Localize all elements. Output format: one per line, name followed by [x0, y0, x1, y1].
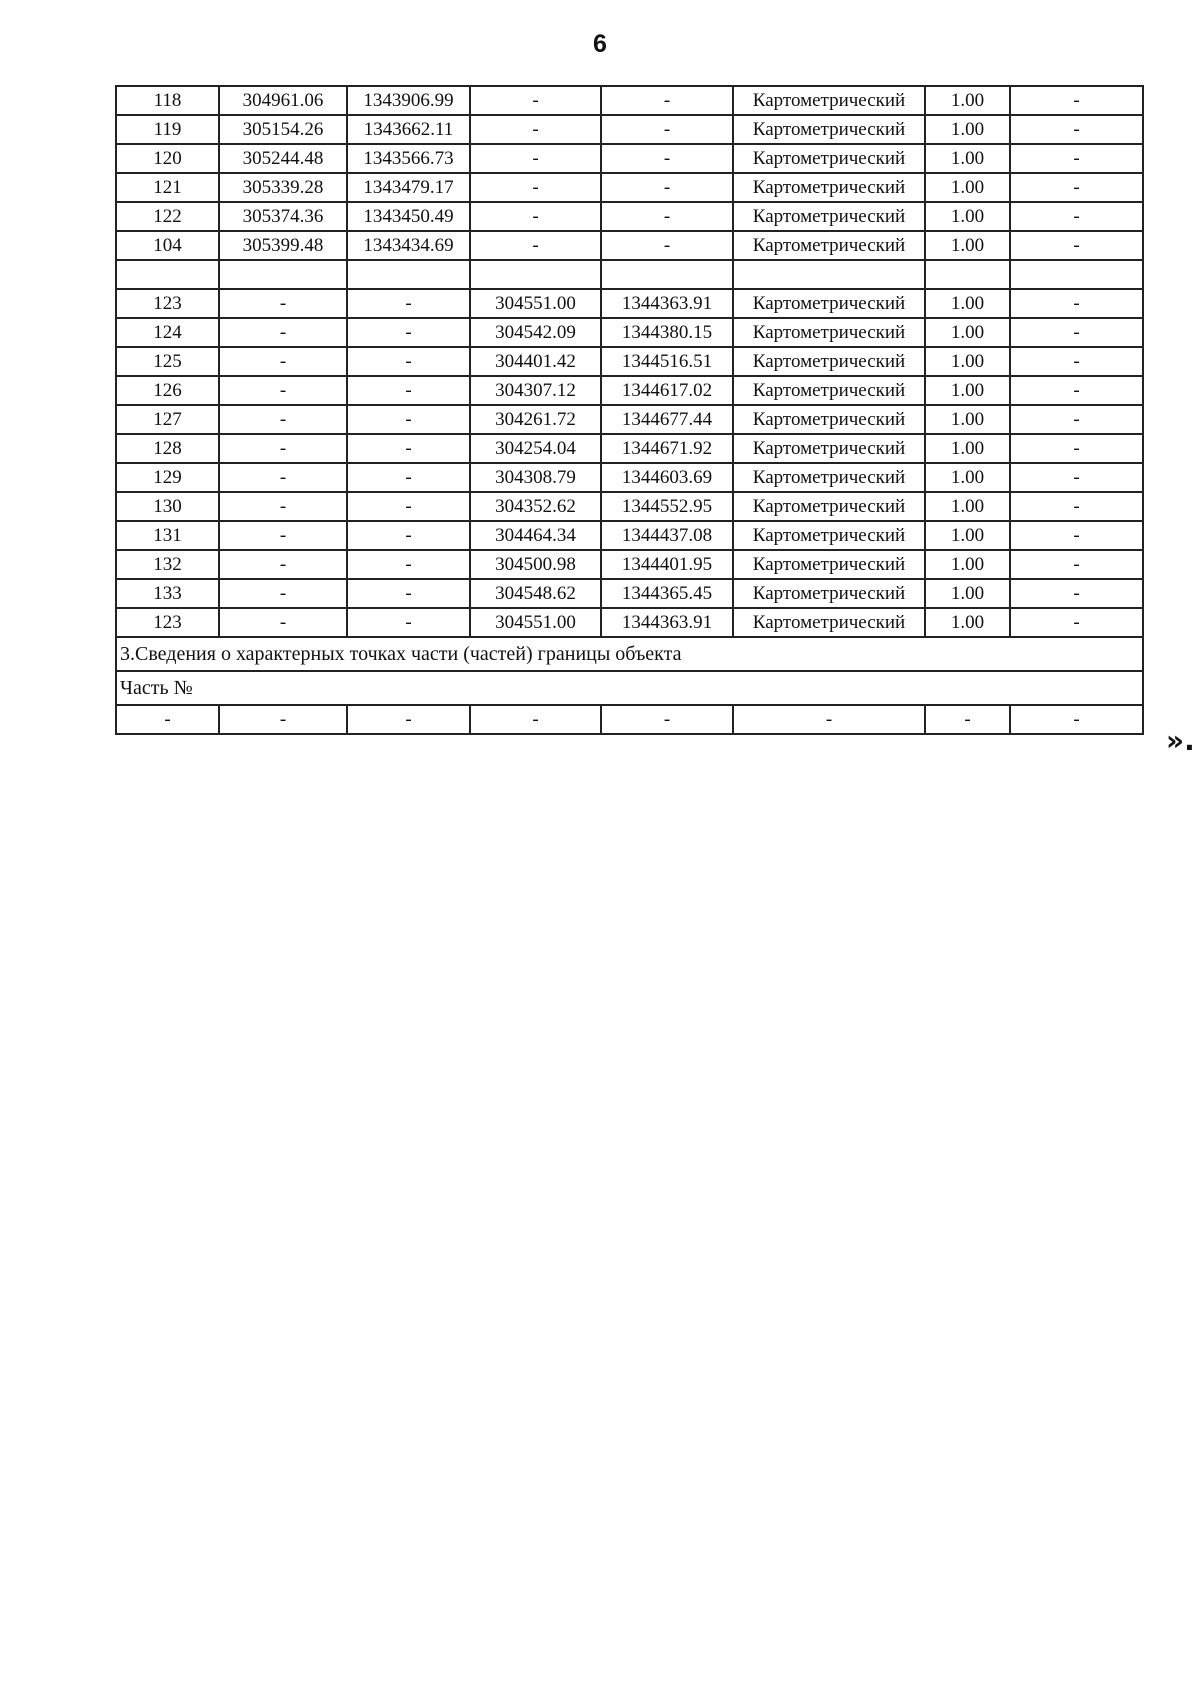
table-cell: 304261.72: [470, 405, 601, 434]
table-cell: 1.00: [925, 434, 1010, 463]
table-cell: -: [1010, 463, 1143, 492]
table-row: [116, 434, 1143, 463]
table-cell: -: [601, 202, 733, 231]
table-cell: Картометрический: [733, 550, 925, 579]
table-cell: 1.00: [925, 347, 1010, 376]
table-cell: -: [1010, 318, 1143, 347]
table-cell-empty: [116, 260, 219, 289]
table-cell: -: [347, 463, 470, 492]
table-cell: -: [219, 608, 347, 637]
table-cell: 305244.48: [219, 144, 347, 173]
table-cell: -: [1010, 376, 1143, 405]
table-cell: -: [347, 579, 470, 608]
table-cell: -: [1010, 705, 1143, 734]
table-cell: 1.00: [925, 579, 1010, 608]
table-cell: 1.00: [925, 289, 1010, 318]
table-cell: 1.00: [925, 202, 1010, 231]
table-cell: 1.00: [925, 521, 1010, 550]
table-row-placeholder: [116, 705, 1143, 734]
table-cell: 124: [116, 318, 219, 347]
table-cell-empty: [925, 260, 1010, 289]
table-cell: 119: [116, 115, 219, 144]
table-cell: -: [1010, 173, 1143, 202]
table-row: [116, 318, 1143, 347]
table-cell: 1343566.73: [347, 144, 470, 173]
table-cell: -: [1010, 86, 1143, 115]
table-cell-empty: [733, 260, 925, 289]
empty-separator-row: [116, 260, 1143, 289]
table-cell: -: [1010, 521, 1143, 550]
table-cell: -: [470, 144, 601, 173]
table-cell: 1344365.45: [601, 579, 733, 608]
table-cell: 121: [116, 173, 219, 202]
table-cell: 305399.48: [219, 231, 347, 260]
section-heading-row-text: 3.Сведения о характерных точках части (частей) границы объекта: [116, 637, 1143, 671]
table-row: [116, 144, 1143, 173]
table-cell-empty: [347, 260, 470, 289]
table-cell: 118: [116, 86, 219, 115]
table-cell: -: [219, 405, 347, 434]
table-cell: -: [1010, 231, 1143, 260]
table-cell: -: [347, 550, 470, 579]
table-cell: 304254.04: [470, 434, 601, 463]
table-cell: -: [470, 86, 601, 115]
table-cell: 1344401.95: [601, 550, 733, 579]
table-cell: 304551.00: [470, 289, 601, 318]
table-cell: 129: [116, 463, 219, 492]
table-cell: -: [219, 521, 347, 550]
table-row: [116, 405, 1143, 434]
table-row: [116, 521, 1143, 550]
table-cell: Картометрический: [733, 405, 925, 434]
table-row: [116, 289, 1143, 318]
table-row: [116, 347, 1143, 376]
table-cell: 304542.09: [470, 318, 601, 347]
table-cell: 304464.34: [470, 521, 601, 550]
table-cell: -: [219, 492, 347, 521]
closing-quote: ».: [1166, 724, 1195, 757]
table-cell: Картометрический: [733, 434, 925, 463]
table-row: [116, 115, 1143, 144]
table-cell: 130: [116, 492, 219, 521]
table-cell: Картометрический: [733, 115, 925, 144]
table-cell: 1.00: [925, 405, 1010, 434]
table-cell: -: [219, 550, 347, 579]
table-cell: 120: [116, 144, 219, 173]
table-cell: 122: [116, 202, 219, 231]
table-row: [116, 608, 1143, 637]
table-cell: -: [470, 115, 601, 144]
table-cell: -: [470, 173, 601, 202]
page-number: 6: [593, 30, 607, 58]
table-cell: -: [347, 705, 470, 734]
table-cell: 1344363.91: [601, 608, 733, 637]
table-cell: 104: [116, 231, 219, 260]
table-cell: Картометрический: [733, 376, 925, 405]
table-cell: Картометрический: [733, 579, 925, 608]
table-cell: Картометрический: [733, 173, 925, 202]
table-cell: -: [1010, 405, 1143, 434]
table-cell: -: [1010, 347, 1143, 376]
table-cell: Картометрический: [733, 202, 925, 231]
table-cell: -: [347, 492, 470, 521]
table-cell: Картометрический: [733, 347, 925, 376]
section-heading-row: [116, 637, 1143, 671]
table-cell: -: [219, 347, 347, 376]
table-cell: 127: [116, 405, 219, 434]
table-cell: Картометрический: [733, 289, 925, 318]
table-cell: 1.00: [925, 318, 1010, 347]
table-cell: 1.00: [925, 550, 1010, 579]
table-cell: -: [219, 376, 347, 405]
table-row: [116, 231, 1143, 260]
part-label-row-text: Часть №: [116, 671, 1143, 705]
table-cell: -: [347, 434, 470, 463]
table-cell: -: [601, 115, 733, 144]
part-label-row: [116, 671, 1143, 705]
table-row: [116, 202, 1143, 231]
table-cell: 132: [116, 550, 219, 579]
table-cell: 1343662.11: [347, 115, 470, 144]
table-cell: 305154.26: [219, 115, 347, 144]
table-cell: 304401.42: [470, 347, 601, 376]
table-cell: 1344603.69: [601, 463, 733, 492]
table-cell: 1343450.49: [347, 202, 470, 231]
table-cell: 1343906.99: [347, 86, 470, 115]
table-cell: -: [925, 705, 1010, 734]
table-cell: Картометрический: [733, 521, 925, 550]
table-cell: -: [601, 144, 733, 173]
table-row: [116, 86, 1143, 115]
table-row: [116, 550, 1143, 579]
table-cell: 131: [116, 521, 219, 550]
table-cell: 1.00: [925, 173, 1010, 202]
table-cell: 125: [116, 347, 219, 376]
table-cell: Картометрический: [733, 608, 925, 637]
table-cell: Картометрический: [733, 492, 925, 521]
table-cell: 123: [116, 289, 219, 318]
table-cell: Картометрический: [733, 86, 925, 115]
table-cell: 305374.36: [219, 202, 347, 231]
table-cell: 1344677.44: [601, 405, 733, 434]
table-cell: -: [219, 289, 347, 318]
table-cell: 1.00: [925, 144, 1010, 173]
table-cell: 304548.62: [470, 579, 601, 608]
table-cell: -: [470, 705, 601, 734]
table-cell: 304352.62: [470, 492, 601, 521]
table-cell: -: [1010, 144, 1143, 173]
table-cell: -: [733, 705, 925, 734]
table-cell: 304500.98: [470, 550, 601, 579]
table-cell: -: [219, 705, 347, 734]
table-cell: -: [219, 318, 347, 347]
table-cell: 1343479.17: [347, 173, 470, 202]
table-cell: -: [347, 521, 470, 550]
table-row: [116, 492, 1143, 521]
table-cell: Картометрический: [733, 318, 925, 347]
table-cell: -: [1010, 608, 1143, 637]
table-cell: -: [601, 705, 733, 734]
table-cell: 1344437.08: [601, 521, 733, 550]
table-cell: -: [601, 86, 733, 115]
table-cell: -: [219, 579, 347, 608]
table-cell: -: [470, 231, 601, 260]
table-cell: 1.00: [925, 463, 1010, 492]
table-cell: -: [219, 463, 347, 492]
table-cell: Картометрический: [733, 231, 925, 260]
table-cell: -: [1010, 115, 1143, 144]
table-cell: 304307.12: [470, 376, 601, 405]
table-cell: 1344617.02: [601, 376, 733, 405]
table-cell: 123: [116, 608, 219, 637]
table-cell: -: [1010, 202, 1143, 231]
table-cell: 133: [116, 579, 219, 608]
table-cell: 1.00: [925, 376, 1010, 405]
table-cell: 304961.06: [219, 86, 347, 115]
table-cell: 1344552.95: [601, 492, 733, 521]
table-cell-empty: [470, 260, 601, 289]
table-cell: -: [1010, 492, 1143, 521]
table-cell: -: [347, 608, 470, 637]
table-cell: -: [470, 202, 601, 231]
table-cell-empty: [1010, 260, 1143, 289]
table-cell: 1.00: [925, 231, 1010, 260]
table-cell: -: [601, 231, 733, 260]
table-cell: 1.00: [925, 492, 1010, 521]
table-cell: -: [1010, 434, 1143, 463]
table-cell: -: [347, 405, 470, 434]
table-cell: 1344516.51: [601, 347, 733, 376]
table-cell: 1344671.92: [601, 434, 733, 463]
table-cell: 1344380.15: [601, 318, 733, 347]
table-row: [116, 376, 1143, 405]
table-cell: -: [116, 705, 219, 734]
table-row: [116, 579, 1143, 608]
table-cell: 1343434.69: [347, 231, 470, 260]
table-cell: 1.00: [925, 115, 1010, 144]
table-cell: Картометрический: [733, 144, 925, 173]
table-cell: 1.00: [925, 608, 1010, 637]
table-cell: -: [347, 376, 470, 405]
table-cell-empty: [601, 260, 733, 289]
table-cell: -: [601, 173, 733, 202]
table-cell: Картометрический: [733, 463, 925, 492]
table-cell: -: [1010, 579, 1143, 608]
table-cell: 305339.28: [219, 173, 347, 202]
table-cell: 126: [116, 376, 219, 405]
table-cell: 304551.00: [470, 608, 601, 637]
table-cell: -: [347, 318, 470, 347]
table-cell-empty: [219, 260, 347, 289]
table-cell: 1.00: [925, 86, 1010, 115]
table-cell: -: [1010, 550, 1143, 579]
table-row: [116, 463, 1143, 492]
table-cell: 304308.79: [470, 463, 601, 492]
table-cell: 128: [116, 434, 219, 463]
table-row: [116, 173, 1143, 202]
table-cell: -: [219, 434, 347, 463]
table-cell: -: [1010, 289, 1143, 318]
coordinates-table: [115, 85, 1144, 735]
table-cell: -: [347, 347, 470, 376]
table-cell: -: [347, 289, 470, 318]
table-cell: 1344363.91: [601, 289, 733, 318]
